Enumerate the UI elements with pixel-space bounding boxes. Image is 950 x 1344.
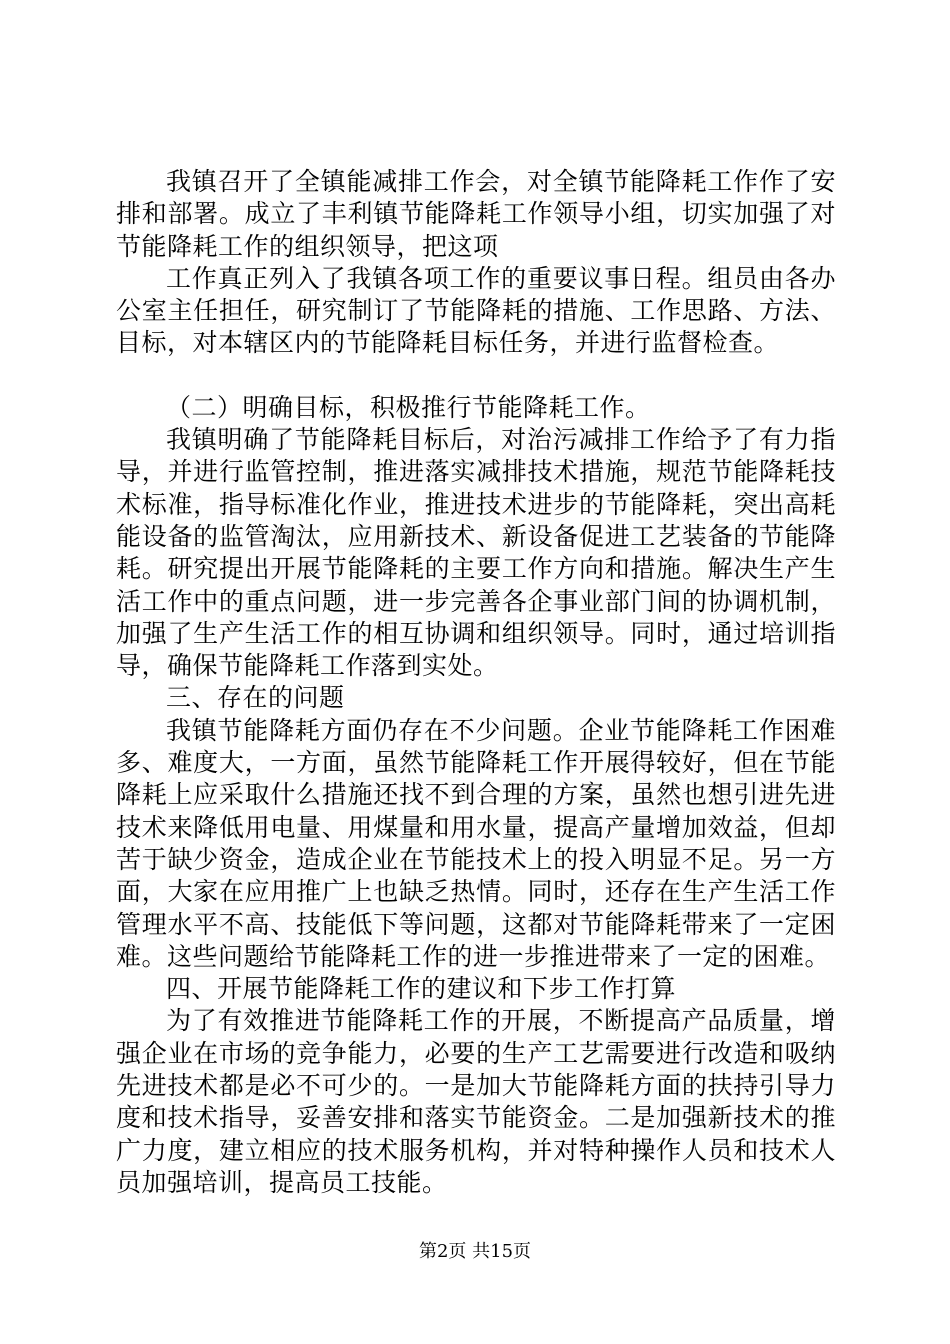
paragraph-suggestions: 为了有效推进节能降耗工作的开展，不断提高产品质量，增强企业在市场的竞争能力，必要的生产工艺需要进行改造和吸纳先进技术都是必不可少的。一是加大节能降耗方面的扶持引导力度和技术指导，妥善安排和落实节能资金。二是加强新技术的推广力度，建立相应的技术服务机构，并对特种操作人员和技术人员加强培训，提高员工技能。 <box>116 1006 836 1197</box>
paragraph-problems: 我镇节能降耗方面仍存在不少问题。企业节能降耗工作困难多、难度大，一方面，虽然节能降耗工作开展得较好，但在节能降耗上应采取什么措施还找不到合理的方案，虽然也想引进先进技术来降低用电量、用煤量和用水量，提高产量增加效益，但却苦于缺少资金，造成企业在节能技术上的投入明显不足。另一方面，大家在应用推广上也缺乏热情。同时，还存在生产生活工作管理水平不高、技能低下等问题，这都对节能降耗带来了一定困难。这些问题给节能降耗工作的进一步推进带来了一定的困难。 <box>116 715 836 971</box>
page-number-footer: 第2页 共15页 <box>418 1241 532 1262</box>
section-heading-problems: 三、存在的问题 <box>166 683 345 713</box>
paragraph-gap <box>116 360 836 392</box>
paragraph-clear-goals: 我镇明确了节能降耗目标后，对治污减排工作给予了有力指导，并进行监管控制，推进落实减排技术措施，规范节能降耗技术标准，指导标准化作业，推进技术进步的节能降耗，突出高耗能设备的监管淘汰，应用新技术、新设备促进工艺装备的节能降耗。研究提出开展节能降耗的主要工作方向和措施。解决生产生活工作中的重点问题，进一步完善各企事业部门间的协调机制，加强了生产生活工作的相互协调和组织领导。同时，通过培训指导，确保节能降耗工作落到实处。 <box>116 425 836 681</box>
document-body <box>116 166 836 1199</box>
paragraph-agenda: 工作真正列入了我镇各项工作的重要议事日程。组员由各办公室主任担任，研究制订了节能降耗的措施、工作思路、方法、目标，对本辖区内的节能降耗目标任务，并进行监督检查。 <box>116 263 836 358</box>
section-heading-clear-goals: （二）明确目标，积极推行节能降耗工作。 <box>166 392 651 422</box>
section-heading-suggestions: 四、开展节能降耗工作的建议和下步工作打算 <box>166 974 677 1004</box>
paragraph-leadership-group: 我镇召开了全镇能减排工作会，对全镇节能降耗工作作了安排和部署。成立了丰利镇节能降耗工作领导小组，切实加强了对节能降耗工作的组织领导，把这项 <box>116 167 836 261</box>
